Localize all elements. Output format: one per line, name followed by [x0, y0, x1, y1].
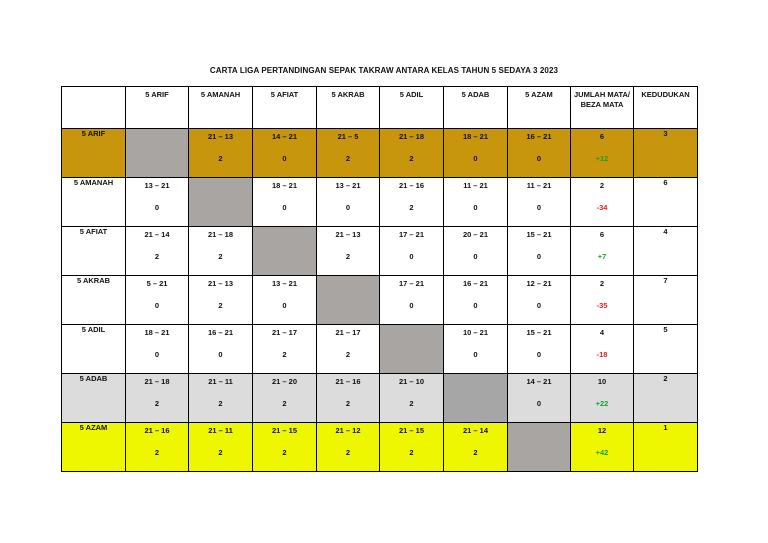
- match-score: 10 – 21: [462, 328, 489, 337]
- match-score: 18 – 21: [144, 328, 170, 337]
- match-score: 21 – 14: [462, 426, 489, 435]
- match-points: 0: [218, 350, 223, 359]
- match-score: 16 – 21: [207, 328, 234, 337]
- match-cell: [380, 227, 444, 276]
- match-points: 0: [536, 399, 542, 408]
- page-title: CARTA LIGA PERTANDINGAN SEPAK TAKRAW ANTARA KELAS TAHUN 5 SEDAYA 3 2023: [209, 66, 559, 75]
- match-cell: [126, 227, 189, 276]
- match-points: 0: [536, 350, 542, 359]
- match-score: 15 – 21: [526, 230, 552, 239]
- match-score: 21 – 16: [335, 377, 361, 386]
- diagonal-cell: [380, 325, 444, 374]
- match-cell: [444, 227, 508, 276]
- total-cell: [571, 276, 634, 325]
- team-row: [62, 178, 698, 227]
- ranking: 4: [634, 227, 698, 276]
- match-cell: [380, 374, 444, 423]
- point-difference: -18: [596, 350, 608, 359]
- match-cell: [444, 129, 508, 178]
- league-body: [62, 129, 698, 472]
- header-5-azam: 5 AZAM: [508, 87, 571, 129]
- match-points: 0: [536, 252, 542, 261]
- header-corner: [62, 87, 126, 129]
- match-score: 21 – 17: [335, 328, 361, 337]
- match-cell: [317, 178, 380, 227]
- match-score: 14 – 21: [526, 377, 552, 386]
- total-points: 2: [599, 279, 605, 288]
- match-cell: [253, 178, 317, 227]
- diagonal-cell: [317, 276, 380, 325]
- match-cell: [444, 423, 508, 472]
- match-points: 2: [218, 399, 223, 408]
- match-cell: [508, 129, 571, 178]
- match-points: 0: [154, 203, 160, 212]
- match-score: 21 – 11: [208, 377, 233, 386]
- match-score: 11 – 21: [463, 181, 488, 190]
- match-cell: [253, 374, 317, 423]
- match-score: 11 – 21: [526, 181, 552, 190]
- match-cell: [317, 129, 380, 178]
- total-cell: [571, 129, 634, 178]
- match-cell: [444, 276, 508, 325]
- match-points: 0: [536, 301, 542, 310]
- total-cell: [571, 178, 634, 227]
- match-cell: [380, 129, 444, 178]
- match-points: 2: [154, 399, 160, 408]
- match-points: 2: [218, 301, 223, 310]
- team-row: [62, 325, 698, 374]
- match-points: 2: [345, 350, 351, 359]
- match-cell: [189, 129, 253, 178]
- header-5-adab: 5 ADAB: [444, 87, 508, 129]
- match-cell: [317, 374, 380, 423]
- match-points: 2: [345, 399, 351, 408]
- team-row: [62, 276, 698, 325]
- point-difference: -35: [596, 301, 608, 310]
- total-points: 2: [599, 181, 605, 190]
- match-score: 21 – 16: [144, 426, 170, 435]
- match-score: 21 – 17: [271, 328, 298, 337]
- match-points: 2: [154, 448, 160, 457]
- match-cell: [317, 227, 380, 276]
- team-name: 5 ARIF: [62, 129, 126, 178]
- match-score: 21 – 14: [144, 230, 170, 239]
- match-points: 2: [282, 350, 287, 359]
- match-cell: [253, 276, 317, 325]
- total-points: 10: [597, 377, 607, 386]
- match-cell: [508, 227, 571, 276]
- match-score: 21 – 13: [207, 132, 234, 141]
- match-cell: [126, 276, 189, 325]
- match-points: 2: [218, 154, 223, 163]
- match-score: 21 – 16: [398, 181, 425, 190]
- team-row: [62, 227, 698, 276]
- match-points: 0: [154, 301, 160, 310]
- match-score: 21 – 12: [335, 426, 361, 435]
- match-score: 14 – 21: [271, 132, 298, 141]
- ranking: 5: [634, 325, 698, 374]
- diagonal-cell: [508, 423, 571, 472]
- match-points: 2: [409, 448, 414, 457]
- point-difference: +22: [595, 399, 609, 408]
- match-score: 21 – 5: [337, 132, 359, 141]
- match-score: 21 – 18: [207, 230, 234, 239]
- match-cell: [444, 178, 508, 227]
- match-points: 2: [345, 154, 351, 163]
- team-name: 5 AKRAB: [62, 276, 126, 325]
- ranking: 3: [634, 129, 698, 178]
- match-points: 0: [473, 350, 478, 359]
- header-5-adil: 5 ADIL: [380, 87, 444, 129]
- match-points: 0: [473, 203, 478, 212]
- match-cell: [253, 423, 317, 472]
- diagonal-cell: [253, 227, 317, 276]
- total-cell: [571, 325, 634, 374]
- match-cell: [508, 325, 571, 374]
- match-points: 2: [154, 252, 160, 261]
- header-total-points: JUMLAH MATA/ BEZA MATA: [571, 87, 634, 129]
- match-score: 12 – 21: [526, 279, 552, 288]
- match-score: 18 – 21: [271, 181, 298, 190]
- match-points: 2: [282, 448, 287, 457]
- match-cell: [189, 325, 253, 374]
- match-cell: [380, 276, 444, 325]
- match-points: 2: [345, 252, 351, 261]
- match-score: 21 – 13: [207, 279, 234, 288]
- total-points: 12: [597, 426, 607, 435]
- point-difference: +7: [597, 252, 607, 261]
- match-cell: [126, 374, 189, 423]
- match-cell: [380, 423, 444, 472]
- match-points: 0: [154, 350, 160, 359]
- team-row: [62, 423, 698, 472]
- match-points: 0: [473, 252, 478, 261]
- match-cell: [189, 276, 253, 325]
- match-cell: [126, 423, 189, 472]
- match-score: 13 – 21: [271, 279, 298, 288]
- match-points: 0: [282, 301, 287, 310]
- point-difference: +12: [595, 154, 609, 163]
- match-cell: [189, 227, 253, 276]
- match-points: 0: [536, 154, 542, 163]
- match-cell: [126, 325, 189, 374]
- match-score: 18 – 21: [462, 132, 489, 141]
- match-points: 2: [409, 154, 414, 163]
- total-cell: [571, 227, 634, 276]
- header-5-afiat: 5 AFIAT: [253, 87, 317, 129]
- header-row: [62, 87, 698, 129]
- match-cell: [444, 325, 508, 374]
- match-score: 21 – 15: [398, 426, 425, 435]
- header-5-akrab: 5 AKRAB: [317, 87, 380, 129]
- total-points: 6: [599, 230, 605, 239]
- match-score: 21 – 20: [271, 377, 298, 386]
- match-points: 0: [409, 252, 414, 261]
- total-cell: [571, 423, 634, 472]
- team-name: 5 AZAM: [62, 423, 126, 472]
- match-cell: [380, 178, 444, 227]
- match-score: 13 – 21: [144, 181, 170, 190]
- match-points: 2: [218, 252, 223, 261]
- match-points: 0: [536, 203, 542, 212]
- header-5-amanah: 5 AMANAH: [189, 87, 253, 129]
- match-score: 21 – 13: [335, 230, 361, 239]
- match-cell: [189, 423, 253, 472]
- match-score: 17 – 21: [398, 279, 425, 288]
- match-score: 16 – 21: [526, 132, 552, 141]
- match-score: 15 – 21: [526, 328, 552, 337]
- match-points: 2: [345, 448, 351, 457]
- header-5-arif: 5 ARIF: [126, 87, 189, 129]
- match-cell: [253, 129, 317, 178]
- diagonal-cell: [126, 129, 189, 178]
- point-difference: +42: [595, 448, 609, 457]
- match-points: 0: [473, 154, 478, 163]
- match-cell: [317, 423, 380, 472]
- match-score: 5 – 21: [146, 279, 168, 288]
- team-name: 5 AMANAH: [62, 178, 126, 227]
- match-score: 21 – 10: [398, 377, 425, 386]
- match-cell: [508, 276, 571, 325]
- team-row: [62, 129, 698, 178]
- match-points: 2: [409, 399, 414, 408]
- team-name: 5 ADAB: [62, 374, 126, 423]
- match-score: 21 – 18: [144, 377, 170, 386]
- diagonal-cell: [189, 178, 253, 227]
- match-score: 13 – 21: [335, 181, 361, 190]
- match-cell: [508, 374, 571, 423]
- match-score: 21 – 18: [398, 132, 425, 141]
- ranking: 7: [634, 276, 698, 325]
- team-name: 5 ADIL: [62, 325, 126, 374]
- match-points: 2: [473, 448, 478, 457]
- match-points: 0: [282, 154, 287, 163]
- match-cell: [253, 325, 317, 374]
- match-points: 2: [218, 448, 223, 457]
- ranking: 1: [634, 423, 698, 472]
- total-points: 4: [599, 328, 605, 337]
- match-points: 2: [409, 203, 414, 212]
- match-cell: [317, 325, 380, 374]
- match-score: 16 – 21: [462, 279, 489, 288]
- ranking: 2: [634, 374, 698, 423]
- match-score: 17 – 21: [398, 230, 425, 239]
- match-points: 2: [282, 399, 287, 408]
- team-name: 5 AFIAT: [62, 227, 126, 276]
- total-points: 6: [599, 132, 605, 141]
- match-points: 0: [473, 301, 478, 310]
- match-cell: [189, 374, 253, 423]
- match-score: 21 – 15: [271, 426, 298, 435]
- match-cell: [126, 178, 189, 227]
- header-ranking: KEDUDUKAN: [634, 87, 698, 129]
- match-cell: [508, 178, 571, 227]
- point-difference: -34: [596, 203, 608, 212]
- match-score: 20 – 21: [462, 230, 489, 239]
- match-points: 0: [345, 203, 351, 212]
- team-row: [62, 374, 698, 423]
- total-cell: [571, 374, 634, 423]
- match-points: 0: [409, 301, 414, 310]
- diagonal-cell: [444, 374, 508, 423]
- match-score: 21 – 11: [208, 426, 233, 435]
- league-table: [61, 86, 698, 472]
- match-points: 0: [282, 203, 287, 212]
- ranking: 6: [634, 178, 698, 227]
